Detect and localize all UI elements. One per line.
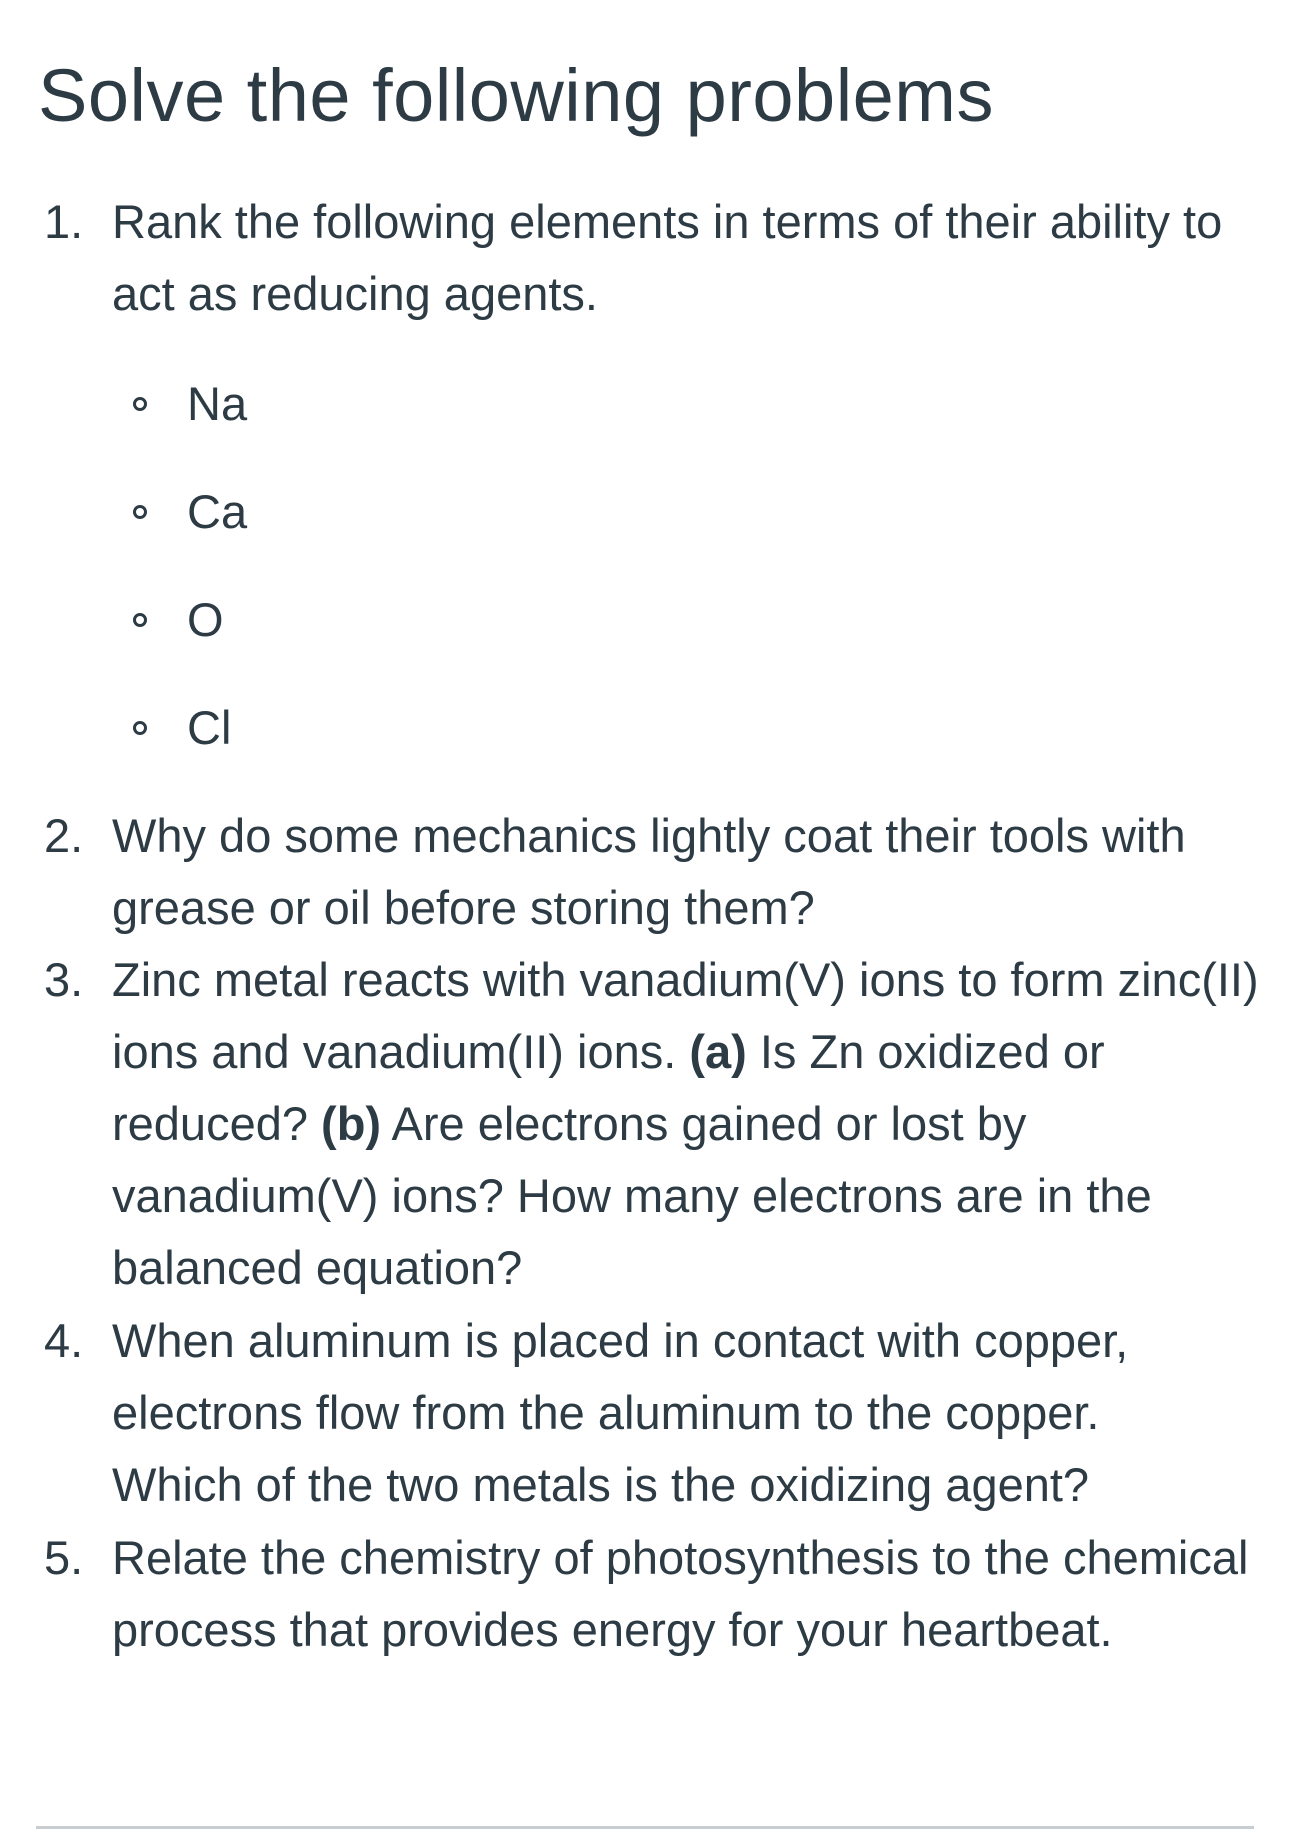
question-line: Relate the chemistry of photosynthesis to the chemical <box>112 1531 1249 1584</box>
question-line <box>112 1088 1262 1160</box>
question-text-segment: reduced? <box>112 1097 322 1150</box>
question-line: Why do some mechanics lightly coat their tools with <box>112 809 1186 862</box>
question-number: 2. <box>44 809 84 862</box>
circle-bullet-icon <box>133 505 147 519</box>
part-b-label: (b) <box>321 1097 382 1150</box>
option-item <box>0 698 600 758</box>
circle-bullet-icon <box>133 397 147 411</box>
question-line: electrons flow from the aluminum to the copper. <box>112 1386 1100 1439</box>
question-line: balanced equation? <box>112 1241 523 1294</box>
page-title: Solve the following problems <box>38 54 994 137</box>
question-text <box>112 1522 1262 1666</box>
question-text-segment: Is Zn oxidized or <box>746 1025 1105 1078</box>
option-item <box>0 590 600 650</box>
option-item <box>0 482 600 542</box>
question-number: 3. <box>44 953 84 1006</box>
circle-bullet-icon <box>133 721 147 735</box>
question-text <box>112 800 1262 944</box>
question-number: 1. <box>44 195 84 248</box>
option-item <box>0 374 600 434</box>
circle-bullet-icon <box>133 613 147 627</box>
question-line: act as reducing agents. <box>112 267 598 320</box>
question-line: vanadium(V) ions? How many electrons are in the <box>112 1169 1152 1222</box>
question-line: process that provides energy for your heartbeat. <box>112 1603 1113 1656</box>
question-text <box>112 186 1262 330</box>
question-text-segment: Are electrons gained or lost by <box>381 1097 1027 1150</box>
option-label: Na <box>187 377 248 430</box>
question-text <box>112 1305 1262 1521</box>
question-line: Zinc metal reacts with vanadium(V) ions to form zinc(II) <box>112 953 1259 1006</box>
question-line: When aluminum is placed in contact with copper, <box>112 1314 1129 1367</box>
option-label: Ca <box>187 485 248 538</box>
option-label: Cl <box>187 701 232 754</box>
question-line: grease or oil before storing them? <box>112 881 815 934</box>
question-text-segment: ions and vanadium(II) ions. <box>112 1025 690 1078</box>
question-line <box>112 1016 1262 1088</box>
question-number: 4. <box>44 1314 84 1367</box>
question-text <box>112 944 1262 1304</box>
part-a-label: (a) <box>689 1025 747 1078</box>
question-line: Rank the following elements in terms of their ability to <box>112 195 1223 248</box>
option-label: O <box>187 593 224 646</box>
question-line: Which of the two metals is the oxidizing agent? <box>112 1458 1090 1511</box>
bottom-divider <box>36 1826 1254 1829</box>
question-number: 5. <box>44 1531 84 1584</box>
